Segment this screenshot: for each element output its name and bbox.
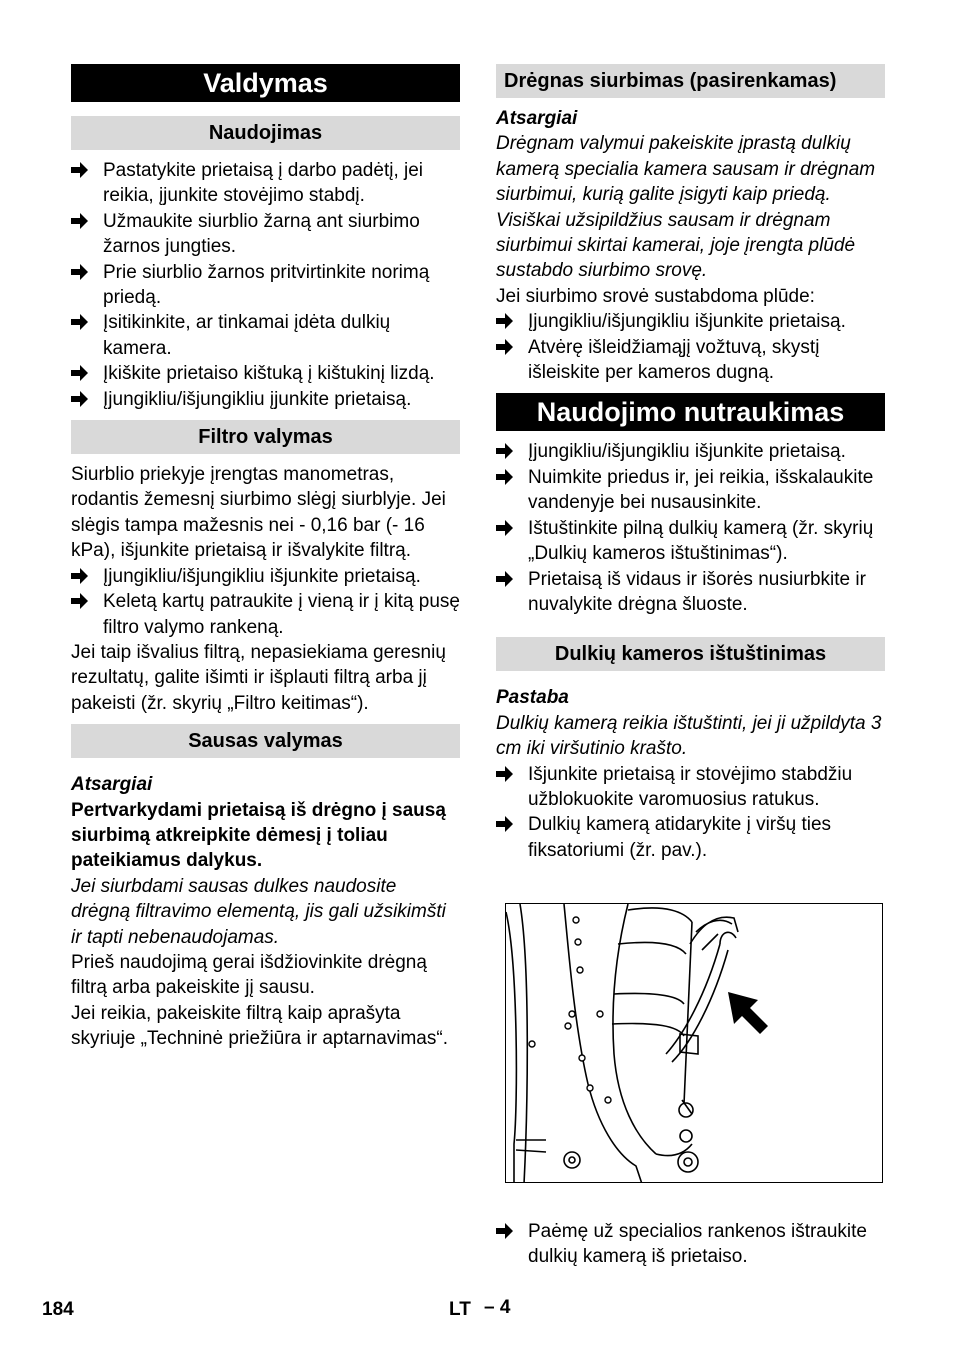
list-item: Keletą kartų patraukite į vieną ir į kitą pusę filtro valymo rankeną. bbox=[71, 589, 460, 640]
arrow-icon bbox=[71, 567, 89, 585]
section-title-valdymas: Valdymas bbox=[71, 64, 460, 102]
list-item: Užmaukite siurblio žarną ant siurbimo žarnos jungties. bbox=[71, 209, 460, 260]
heading-dulkiu-kameros: Dulkių kameros ištuštinimas bbox=[496, 637, 885, 671]
naudojimas-list bbox=[71, 158, 460, 412]
sausas-para-2: Jei reikia, pakeiskite filtrą kaip aprašyta skyriuje „Techninė priežiūra ir aptarnavimas“. bbox=[71, 1002, 448, 1050]
list-item: Įsitikinkite, ar tinkamai įdėta dulkių kamera. bbox=[71, 310, 460, 361]
arrow-icon bbox=[496, 570, 514, 588]
heading-naudojimas: Naudojimas bbox=[71, 116, 460, 150]
list-item: Paėmę už specialios rankenos ištraukite dulkių kamerą iš prietaiso. bbox=[496, 1219, 885, 1270]
list-item: Įjungikliu/išjungikliu išjunkite prietaisą. bbox=[496, 309, 885, 334]
arrow-icon bbox=[496, 338, 514, 356]
arrow-icon bbox=[71, 390, 89, 408]
dregnas-list bbox=[496, 309, 885, 385]
list-item: Įjungikliu/išjungikliu išjunkite prietaisą. bbox=[496, 439, 885, 464]
arrow-icon bbox=[496, 1222, 514, 1240]
list-item: Ištuštinkite pilną dulkių kamerą (žr. skyrių „Dulkių kameros ištuštinimas“). bbox=[496, 516, 885, 567]
heading-dregnas-siurbimas: Drėgnas siurbimas (pasirenkamas) bbox=[496, 64, 885, 98]
pointer-arrow-icon bbox=[728, 992, 768, 1034]
dregnas-italic-1: Drėgnam valymui pakeiskite įprastą dulkių kamerą specialia kamera sausam ir drėgnam siurbimui, kurią galite įsigyti kaip priedą. bbox=[496, 133, 876, 206]
arrow-icon bbox=[71, 212, 89, 230]
caution-label: Atsargiai bbox=[496, 108, 578, 129]
page-number: 184 bbox=[42, 1299, 74, 1320]
list-item: Atvėrę išleidžiamąjį vožtuvą, skystį išleiskite per kameros dugną. bbox=[496, 335, 885, 386]
list-item: Pastatykite prietaisą į darbo padėtį, jei reikia, įjunkite stovėjimo stabdį. bbox=[71, 158, 460, 209]
arrow-icon bbox=[496, 312, 514, 330]
arrow-icon bbox=[71, 364, 89, 382]
note-label: Pastaba bbox=[496, 687, 569, 709]
list-item: Įjungikliu/išjungikliu įjunkite prietaisą. bbox=[71, 387, 460, 412]
heading-filtro-valymas: Filtro valymas bbox=[71, 420, 460, 454]
language-code: LT bbox=[449, 1299, 471, 1320]
arrow-icon bbox=[71, 592, 89, 610]
dregnas-para: Jei siurbimo srovė sustabdoma plūde: bbox=[496, 285, 815, 307]
arrow-icon bbox=[496, 442, 514, 460]
arrow-icon bbox=[496, 765, 514, 783]
list-item: Dulkių kamerą atidarykite į viršų ties fiksatoriumi (žr. pav.). bbox=[496, 812, 885, 863]
caution-italic-text: Jei siurbdami sausas dulkes naudosite drėgną filtravimo elementą, jis gali užsikimšti ir tapti nebenaudojamas. bbox=[71, 875, 446, 948]
right-column bbox=[496, 64, 885, 863]
filtro-intro: Siurblio priekyje įrengtas manometras, rodantis žemesnį siurbimo slėgį siurblyje. Jei slėgis tampa mažesnis nei - 0,16 bar (- 16 kPa), išjunkite prietaisą ir išvalykite filtrą. bbox=[71, 464, 446, 562]
istustinimas-list bbox=[496, 762, 885, 864]
vacuum-cleaner-illustration bbox=[505, 903, 883, 1183]
list-item: Įjungikliu/išjungikliu išjunkite prietaisą. bbox=[71, 564, 460, 589]
arrow-icon bbox=[71, 263, 89, 281]
arrow-icon bbox=[496, 519, 514, 537]
section-title-nutraukimas: Naudojimo nutraukimas bbox=[496, 393, 885, 431]
nutraukimas-list bbox=[496, 439, 885, 617]
sausas-para-1: Prieš naudojimą gerai išdžiovinkite drėgną filtrą arba pakeiskite jį sausu. bbox=[71, 951, 427, 999]
arrow-icon bbox=[71, 313, 89, 331]
filtro-outro: Jei taip išvalius filtrą, nepasiekiama geresnių rezultatų, galite išimti ir išplauti filtrą arba jį pakeisti (žr. skyrių „Filtro keitimas“). bbox=[71, 641, 446, 714]
arrow-icon bbox=[496, 468, 514, 486]
left-column bbox=[71, 64, 460, 1052]
vacuum-drawing bbox=[506, 904, 883, 1183]
list-item: Nuimkite priedus ir, jei reikia, išskalaukite vandenyje bei nusausinkite. bbox=[496, 465, 885, 516]
filtro-list bbox=[71, 564, 460, 640]
list-item: Prietaisą iš vidaus ir išorės nusiurbkite ir nuvalykite drėgna šluoste. bbox=[496, 567, 885, 618]
list-item: Išjunkite prietaisą ir stovėjimo stabdžiu užblokuokite varomuosius ratukus. bbox=[496, 762, 885, 813]
last-instructions bbox=[496, 1219, 885, 1270]
dregnas-italic-2: Visiškai užsipildžius sausam ir drėgnam siurbimui skirtai kamerai, joje įrengta plūdė sustabdo siurbimo srovę. bbox=[496, 209, 856, 282]
list-item: Įkiškite prietaiso kištuką į kištukinį lizdą. bbox=[71, 361, 460, 386]
arrow-icon bbox=[496, 815, 514, 833]
note-text: Dulkių kamerą reikia ištuštinti, jei ji užpildyta 3 cm iki viršutinio krašto. bbox=[496, 712, 882, 760]
last-list bbox=[496, 1219, 885, 1270]
heading-sausas-valymas: Sausas valymas bbox=[71, 724, 460, 758]
section-page-number: – 4 bbox=[484, 1297, 511, 1318]
list-item: Prie siurblio žarnos pritvirtinkite norimą priedą. bbox=[71, 260, 460, 311]
arrow-icon bbox=[71, 161, 89, 179]
caution-label: Atsargiai bbox=[71, 774, 153, 796]
caution-bold-text: Pertvarkydami prietaisą iš drėgno į sausą siurbimą atkreipkite dėmesį į toliau pateikiamus dalykus. bbox=[71, 799, 446, 872]
